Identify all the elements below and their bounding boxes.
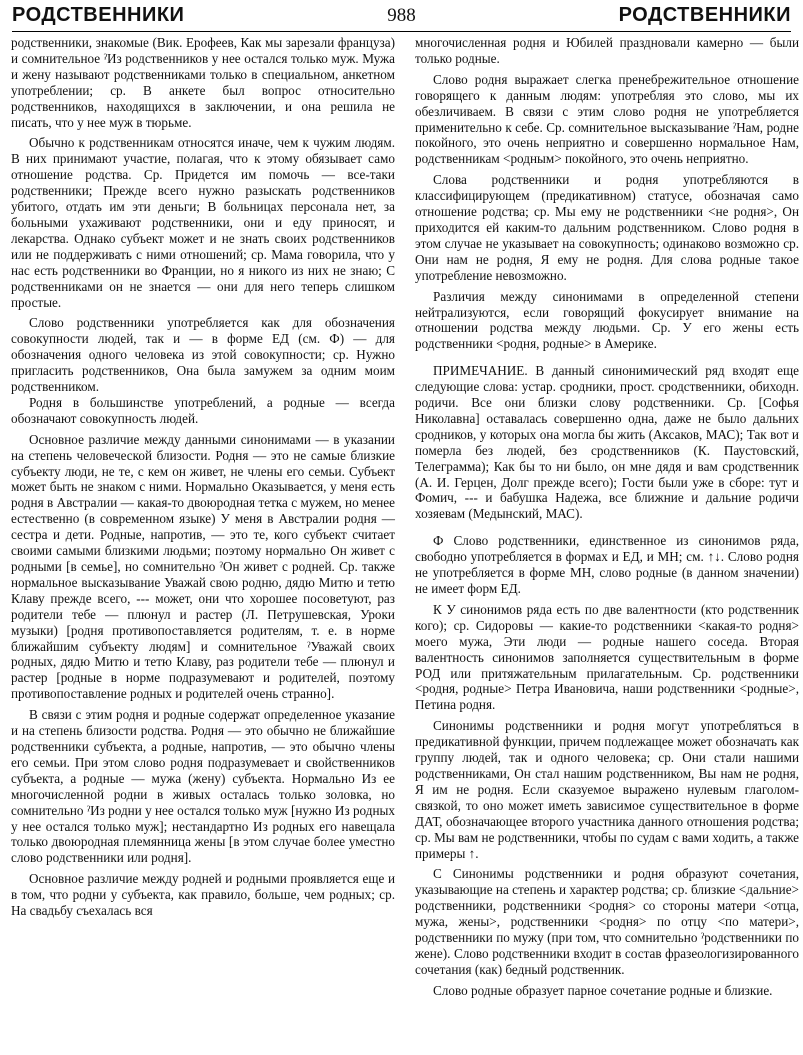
section-s: С Синонимы родственники и родня образуют сочетания, указывающие на степень и характер родства; ср. близкие <дальние> родственники, родственники <родня> со стороны матери <отца, мужа, жены>, родственники <родня> по отцу <по матери>, родственники по мужу (при том, что сомнительно ˀродственники по жене). Слово родственники входит в состав фразеологизированного сочетания (как) бедный родственник. [415,866,799,977]
paragraph: Различия между синонимами в определенной степени нейтрализуются, если говорящий фокусирует внимание на отношении родства между людьми. Ср. У его жены есть родственники <родня, родные> в Америке. [415,288,799,352]
header-rule [12,31,791,32]
paragraph: Основное различие между родней и родными проявляется еще и в том, что родни у субъекта, как правило, больше, чем родных; ср. На свадьбу съехалась вся [11,871,395,919]
paragraph: Слово родственники употребляется как для обозначения совокупности людей, так и — в форме ЕД (см. Ф) — для обозначения одного человека из этой совокупности; ср. Нужно пригласить родственников, Она была замужем за одним моим родственником. [11,315,395,395]
paragraph: многочисленная родня и Юбилей праздновали камерно — были только родные. [415,35,799,66]
left-column [11,35,395,919]
running-head-left: РОДСТВЕННИКИ [12,4,185,26]
page-header [12,4,791,30]
paragraph: Родня в большинстве употреблений, а родные — всегда обозначают совокупность людей. [11,394,395,426]
note-paragraph: ПРИМЕЧАНИЕ. В данный синонимический ряд входят еще следующие слова: устар. сродники, прост. сродственники, обиходн. родичи. Все они близки слову родственники. Ср. [Софья Николавна] оставалась совершенно одна, даже не было дальних сродников, у которых она могла бы жить (Аксаков, МАС); Так вот и померла без людей, без сродственников (К. Паустовский, Телеграмма); Как бы то ни было, он мне дядя и вам сродственник (А. И. Герцен, Долг прежде всего); Гости были уже в сборе: тут и Фомич, --- и бабушка Надежа, все ближние и дальние родичи хозяевам (Медынский, МАС). [415,363,799,522]
page-number: 988 [387,5,416,26]
paragraph: Синонимы родственники и родня могут употребляться в предикативной функции, причем подлежащее может обозначать как группу людей, так и одного человека; ср. Они стали нашими родственниками, Он стал нашим родственником, Вы нам не родня, Я им не родня. Если сказуемое выражено нулевым глаголом-связкой, то оно может иметь зависимое существительное в форме ДАТ, обозначающее второго участника данного отношения родства; ср. Мы вам не родственники, чтобы по судам с вами ходить, а также примеры ↑. [415,718,799,861]
paragraph: Основное различие между данными синонимами — в указании на степень человеческой близости. Родня — это не самые близкие субъекту люди, не те, с кем он живет, не члены его семьи. Субъект может быть не знаком с ними. Нормально Оказывается, у меня есть родня в Австралии — какая-то двоюродная тетка с мужем, но менее естественно (в современном языке) У меня в Австралии родня — сестра и дети. Родные, напротив, — это те, кого субъект считает своими самыми близкими людьми; поэтому нормально Он живет с родными [в семье], но сомнительно ˀОн живет с родней. Ср. также нормальное высказывание Уважай свою родню, дядю Митю и тетю Клаву прежде всего, --- может, они что хорошее посоветуют, раз родители тебе — плюнул и растер (Л. Петрушевская, Уроки музыки) [родня противопоставляется родителям, т. е. в норме ближайшим субъекту людям] и сомнительное ˀУважай своих родных, дядю Митю и тетю Клаву, раз родители тебе — плюнул и растер [родные в норме подразумевают и родителей, поэтому противопоставление родных и родителей очень странно]. [11,431,395,702]
right-column [415,35,799,999]
section-k: К У синонимов ряда есть по две валентности (кто родственник кого); ср. Сидоровы — какие-то родственники <какая-то родня> моего мужа, Эти люди — родные нашего соседа. Вторая валентность синонимов заполняется существительным в форме РОД или притяжательным прилагательным. Ср. родственники <родня, родные> Петра Ивановича, наши родственники <родные>, Петина родня. [415,601,799,713]
paragraph: Слово родня выражает слегка пренебрежительное отношение говорящего к данным людям: употребляя это слово, мы их обезличиваем. В связи с этим слово родня не употребляется применительно к себе. Ср. сомнительное высказывание ˀНам, родне покойного, это очень неприятно и совершенно нормальное Нам, родственникам <родным> покойного, это очень неприятно. [415,71,799,167]
paragraph: В связи с этим родня и родные содержат определенное указание и на степень близости родства. Родня — это обычно не ближайшие родственники субъекта, а родные, напротив, — это обычно члены его семьи. При этом слово родня подразумевает и свойственников субъекта, а родные — мужа (жену) субъекта. Нормально Из ее многочисленной родни в живых осталась только золовка, но сомнительно ˀИз родни у нее остался только муж [нужно Из родных у нее остался только муж]; нестандартно Из родных его навещала только двоюродная племянница жены [в этом случае более уместно слово родственники или родня]. [11,707,395,866]
paragraph: родственники, знакомые (Вик. Ерофеев, Как мы зарезали француза) и сомнительное ˀИз родственников у нее остался только муж. Мужа и жену называют родственниками только в специальном, анкетном употреблении; ср. В анкете был вопрос относительно родственников, находящихся в заключении, и она решила не писать, что у нее муж в тюрьме. [11,35,395,130]
running-head-right: РОДСТВЕННИКИ [618,4,791,26]
paragraph: Слова родственники и родня употребляются в классифицирующем (предикативном) статусе, обозначая само отношение родства; ср. Мы ему не родственники <не родня>, Он приходится ей каким-то дальним родственником. Слово родня в этом случае не указывает на совокупность; одинаково возможно ср. Они нам не родня, Я ему не родня. Для слова родные такое употребление невозможно. [415,172,799,283]
section-phi: Ф Слово родственники, единственное из синонимов ряда, свободно употребляется в формах и ЕД, и МН; см. ↑↓. Слово родня не употребляется в форме МН, слово родные (в данном значении) не имеет форм ЕД. [415,533,799,596]
paragraph: Обычно к родственникам относятся иначе, чем к чужим людям. В них принимают участие, полагая, что к этому обязывает само отношение родства. Ср. Придется им помочь — все-таки родственники; Прежде всего нужно разыскать родственников убитого, отдать им эти деньги; В больницах персонала нет, за больными ухаживают родственники, они и еду приносят, и лекарства. Однако субъект может и не знать своих родственников или не поддерживать с ними отношений; ср. Мама говорила, что у нас есть родственники во Франции, но я никого из них не знаю; С родственниками он не знается — они для него теперь слишком простые. [11,135,395,310]
paragraph: Слово родные образует парное сочетание родные и близкие. [433,982,773,998]
